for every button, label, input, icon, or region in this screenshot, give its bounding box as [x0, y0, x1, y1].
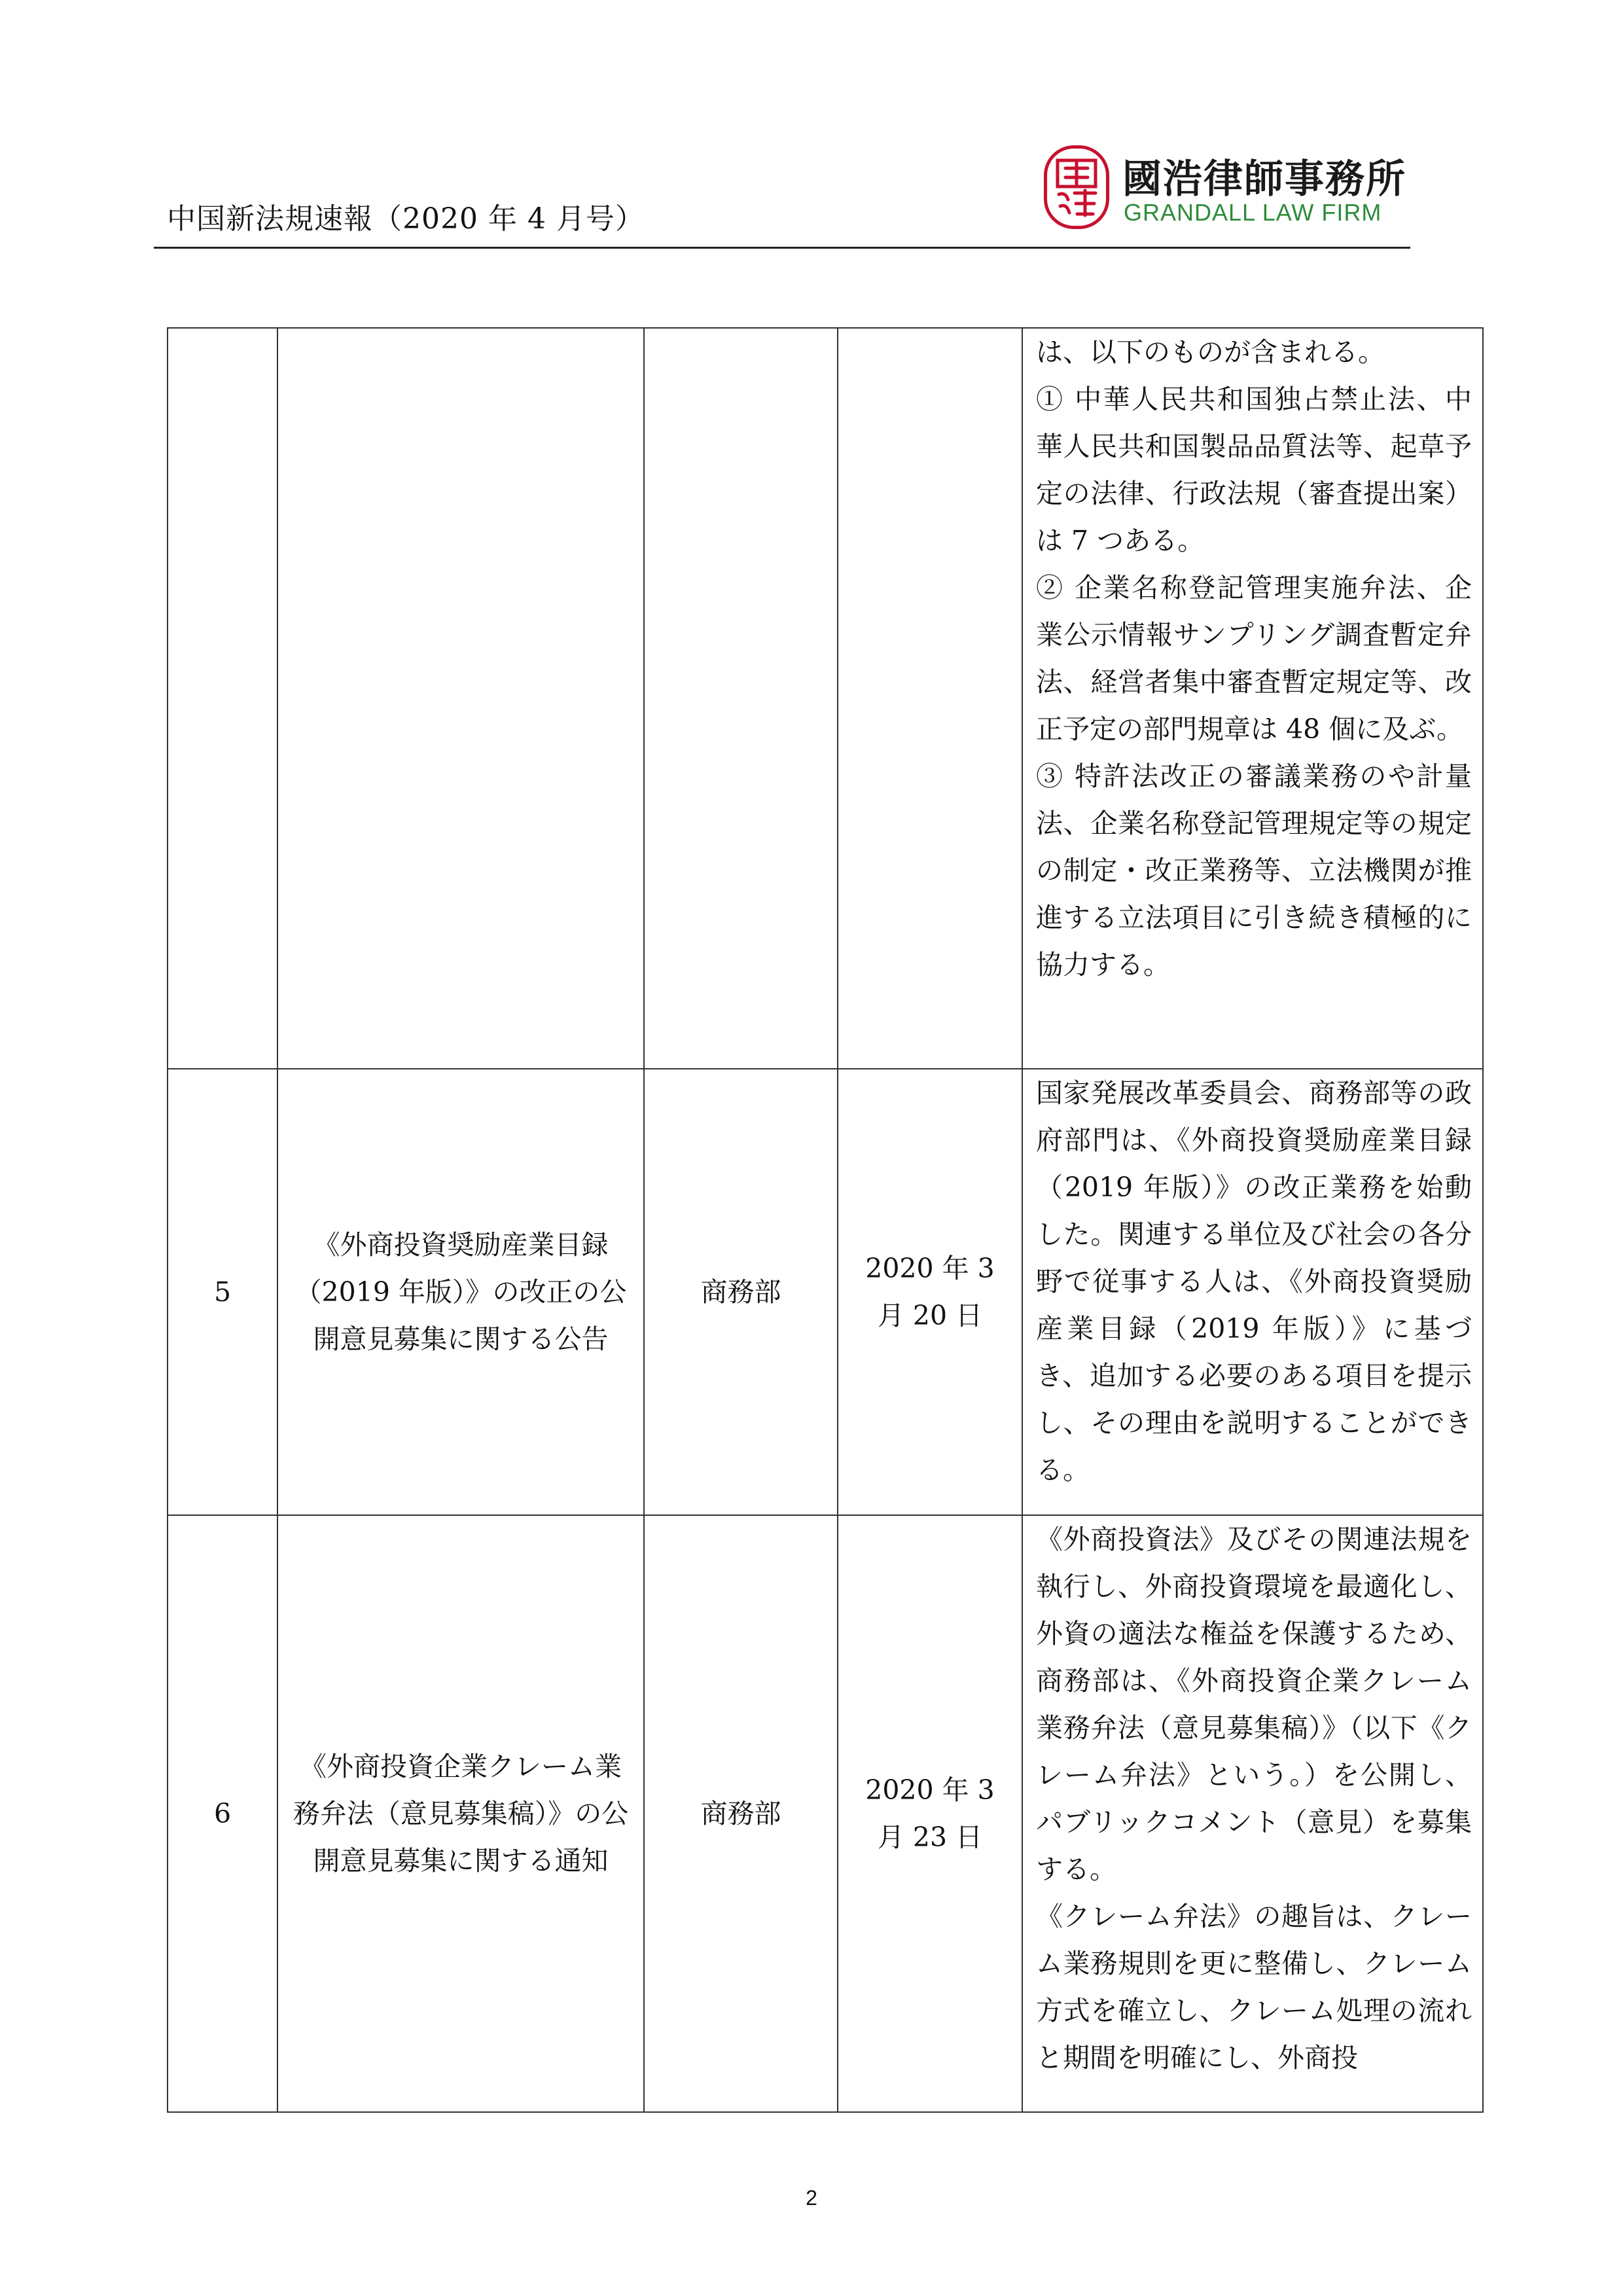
- page-number: 2: [806, 2186, 817, 2210]
- description-paragraph: 《外商投資法》及びその関連法規を執行し、外商投資環境を最適化し、外資の適法な権益を保護するため、商務部は、《外商投資企業クレーム業務弁法（意見募集稿）》（以下《クレーム弁法》という。）を公開し、パブリックコメント（意見）を募集する。: [1036, 1524, 1472, 1885]
- description-paragraph: は、以下のものが含まれる。: [1036, 336, 1385, 368]
- seal-icon: [1044, 145, 1109, 229]
- row-number: 5: [168, 1069, 277, 1515]
- law-description: [1022, 1515, 1483, 2112]
- description-paragraph: 国家発展改革委員会、商務部等の政府部門は、《外商投資奨励産業目録（2019 年版）》の改正業務を始動した。関連する単位及び社会の各分野で従事する人は、《外商投資奨励産業目録（2019 年版）》に基づき、追加する必要のある項目を提示し、その理由を説明することができる。: [1036, 1077, 1472, 1486]
- law-table: [167, 327, 1484, 2113]
- law-description: [1022, 1069, 1483, 1515]
- table-row: [168, 1069, 1483, 1515]
- row-number: [168, 328, 277, 1069]
- document-header-title: 中国新法規速報（2020 年 4 月号）: [167, 202, 645, 236]
- issue-date: [838, 328, 1022, 1069]
- law-title: 《外商投資奨励産業目録（2019 年版）》の改正の公開意見募集に関する公告: [277, 1069, 644, 1515]
- table-row: [168, 328, 1483, 1069]
- law-title: [277, 328, 644, 1069]
- logo-chinese-name: 國浩律師事務所: [1122, 156, 1406, 202]
- law-description: [1022, 328, 1483, 1069]
- issue-date: 2020 年 3 月 20 日: [838, 1069, 1022, 1515]
- description-paragraph: ② 企業名称登記管理実施弁法、企業公示情報サンプリング調査暫定弁法、経営者集中審査暫定規定等、改正予定の部門規章は 48 個に及ぶ。: [1036, 572, 1472, 745]
- logo-english-name: GRANDALL LAW FIRM: [1124, 199, 1382, 226]
- header-divider: [154, 247, 1410, 249]
- firm-logo: [1044, 145, 1410, 230]
- law-title: 《外商投資企業クレーム業務弁法（意見募集稿）》の公開意見募集に関する通知: [277, 1515, 644, 2112]
- table-row: [168, 1515, 1483, 2112]
- description-paragraph: ① 中華人民共和国独占禁止法、中華人民共和国製品品質法等、起草予定の法律、行政法規（審査提出案）は 7 つある。: [1036, 384, 1472, 556]
- description-paragraph: ③ 特許法改正の審議業務のや計量法、企業名称登記管理規定等の規定の制定・改正業務等、立法機関が推進する立法項目に引き続き積極的に協力する。: [1036, 761, 1472, 980]
- row-number: 6: [168, 1515, 277, 2112]
- issue-date: 2020 年 3 月 23 日: [838, 1515, 1022, 2112]
- issuing-authority: [644, 328, 838, 1069]
- issuing-authority: 商務部: [644, 1515, 838, 2112]
- issuing-authority: 商務部: [644, 1069, 838, 1515]
- description-paragraph: 《クレーム弁法》の趣旨は、クレーム業務規則を更に整備し、クレーム方式を確立し、クレーム処理の流れと期間を明確にし、外商投: [1036, 1901, 1472, 2073]
